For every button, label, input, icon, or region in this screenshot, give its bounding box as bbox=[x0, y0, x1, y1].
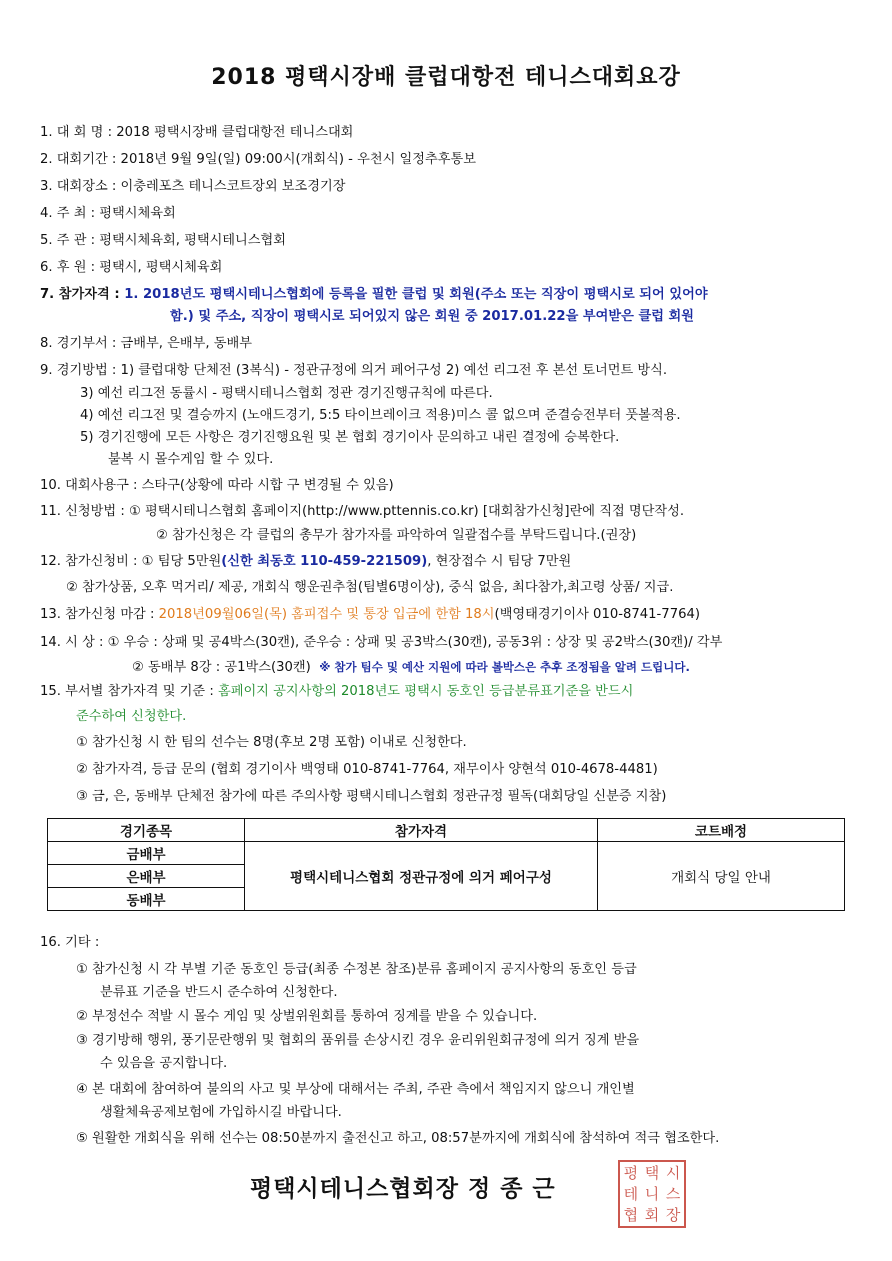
item-6: 6. 후 원 : 평택시, 평택시체육회 bbox=[40, 260, 223, 275]
item-12-account: (신한 최동호 110-459-221509) bbox=[221, 554, 428, 569]
item-12 bbox=[40, 552, 571, 572]
seal-glyph: 니 bbox=[644, 1184, 660, 1203]
item-15-3: ③ 금, 은, 동배부 단체전 참가에 따른 주의사항 평택시테니스협회 정관규정 필독(대회당일 신분증 지참) bbox=[76, 789, 667, 804]
item-9-5: 5) 경기진행에 모든 사항은 경기진행요원 및 본 협회 경기이사 문의하고 내린 결정에 승복한다. bbox=[80, 430, 620, 445]
item-9: 9. 경기방법 : 1) 클럽대항 단체전 (3복식) - 정관규정에 의거 페어구성 2) 예선 리그전 후 본선 토너먼트 방식. bbox=[40, 363, 668, 378]
item-8: 8. 경기부서 : 금배부, 은배부, 동배부 bbox=[40, 336, 252, 351]
item-10: 10. 대회사용구 : 스타구(상황에 따라 시합 구 변경될 수 있음) bbox=[40, 478, 394, 493]
item-9-5b: 불복 시 몰수게임 할 수 있다. bbox=[108, 452, 274, 467]
seal-glyph: 택 bbox=[644, 1163, 660, 1182]
seal-glyph: 협 bbox=[623, 1206, 639, 1225]
item-15 bbox=[40, 682, 633, 702]
item-16: 16. 기타 : bbox=[40, 935, 100, 950]
seal-glyph: 평 bbox=[623, 1163, 639, 1182]
item-13-b: (백영태경기이사 010-8741-7764) bbox=[494, 607, 701, 622]
item-7 bbox=[40, 285, 708, 305]
table-header-qualification: 참가자격 bbox=[245, 819, 598, 842]
table-cell-qualification: 평택시테니스협회 정관규정에 의거 페어구성 bbox=[245, 842, 598, 911]
item-15-2: ② 참가자격, 등급 문의 (협회 경기이사 백영태 010-8741-7764, 재무이사 양현석 010-4678-4481) bbox=[76, 762, 658, 777]
item-13-deadline: 2018년09월06일(목) 홈피접수 및 통장 입금에 한함 18시 bbox=[158, 607, 495, 622]
item-16-2: ② 부정선수 적발 시 몰수 게임 및 상벌위원회를 통하여 징계를 받을 수 있습니다. bbox=[76, 1009, 538, 1024]
item-16-5: ⑤ 원활한 개회식을 위해 선수는 08:50분까지 출전신고 하고, 08:57분까지에 개회식에 참석하여 적극 협조한다. bbox=[76, 1131, 720, 1146]
item-9-4: 4) 예선 리그전 및 결승까지 (노애드경기, 5:5 타이브레이크 적용)미스 콜 없으며 준결승전부터 풋볼적용. bbox=[80, 408, 681, 423]
table-cell-court: 개회식 당일 안내 bbox=[598, 842, 845, 911]
item-14: 14. 시 상 : ① 우승 : 상패 및 공4박스(30캔), 준우승 : 상패 및 공3박스(30캔), 공동3위 : 상장 및 공2박스(30캔)/ 각부 bbox=[40, 635, 723, 650]
item-12-a: 12. 참가신청비 : ① 팀당 5만원 bbox=[40, 554, 222, 569]
seal-glyph: 장 bbox=[665, 1206, 681, 1225]
item-14-note: ※ 참가 팀수 및 예산 지원에 따라 볼박스은 추후 조정됨을 알려 드립니다. bbox=[319, 660, 690, 674]
item-3: 3. 대회장소 : 이충레포츠 테니스코트장외 보조경기장 bbox=[40, 179, 346, 194]
item-2: 2. 대회기간 : 2018년 9월 9일(일) 09:00시(개회식) - 우천시 일정추후통보 bbox=[40, 152, 476, 167]
item-15-green: 홈페이지 공지사항의 2018년도 평택시 동호인 등급분류표기준을 반드시 bbox=[217, 684, 634, 699]
seal-glyph: 스 bbox=[665, 1184, 681, 1203]
page-title: 2018 평택시장배 클럽대항전 테니스대회요강 bbox=[211, 65, 681, 90]
table-cell-division: 은배부 bbox=[48, 865, 245, 888]
item-7-text: 1. 2018년도 평택시테니스협회에 등록을 필한 클럽 및 회원(주소 또는 직장이 평택시로 되어 있어야 bbox=[124, 287, 708, 302]
table-header-division: 경기종목 bbox=[48, 819, 245, 842]
item-13 bbox=[40, 605, 700, 625]
item-16-1a: ① 참가신청 시 각 부별 기준 동호인 등급(최종 수정본 참조)분류 홈페이지 공지사항의 동호인 등급 bbox=[76, 962, 637, 977]
item-12c: ② 참가상품, 오후 먹거리/ 제공, 개회식 행운권추첨(팀별6명이상), 중식 없음, 최다참가,최고령 상품/ 지급. bbox=[66, 580, 674, 595]
item-9-3: 3) 예선 리그전 동률시 - 평택시테니스협회 정관 경기진행규칙에 따른다. bbox=[80, 386, 493, 401]
table-header-court: 코트배정 bbox=[598, 819, 845, 842]
seal-glyph: 시 bbox=[665, 1163, 681, 1182]
item-1: 1. 대 회 명 : 2018 평택시장배 클럽대항전 테니스대회 bbox=[40, 125, 354, 140]
item-14-b: ② 동배부 8강 : 공1박스(30캔) bbox=[132, 660, 311, 675]
item-11: 11. 신청방법 : ① 평택시테니스협회 홈페이지(http://www.pttennis.co.kr) [대회참가신청]란에 직접 명단작성. bbox=[40, 504, 685, 519]
item-15b: 준수하여 신청한다. bbox=[76, 709, 187, 724]
item-4: 4. 주 최 : 평택시체육회 bbox=[40, 206, 176, 221]
item-5: 5. 주 관 : 평택시체육회, 평택시테니스협회 bbox=[40, 233, 287, 248]
item-16-3a: ③ 경기방해 행위, 풍기문란행위 및 협회의 품위를 손상시킨 경우 윤리위원회규정에 의거 징계 받을 bbox=[76, 1033, 640, 1048]
division-table bbox=[47, 818, 845, 911]
official-seal-icon bbox=[618, 1160, 686, 1228]
item-7-label: 7. 참가자격 : bbox=[40, 287, 125, 302]
table-cell-division: 동배부 bbox=[48, 888, 245, 911]
item-16-3b: 수 있음을 공지합니다. bbox=[100, 1056, 228, 1071]
item-15-a: 15. 부서별 참가자격 및 기준 : bbox=[40, 684, 218, 699]
seal-glyph: 회 bbox=[644, 1206, 660, 1225]
item-11b: ② 참가신청은 각 클럽의 총무가 참가자를 파악하여 일괄접수를 부탁드립니다.(권장) bbox=[156, 528, 637, 543]
item-16-1b: 분류표 기준을 반드시 준수하여 신청한다. bbox=[100, 985, 338, 1000]
item-15-1: ① 참가신청 시 한 팀의 선수는 8명(후보 2명 포함) 이내로 신청한다. bbox=[76, 735, 467, 750]
table-cell-division: 금배부 bbox=[48, 842, 245, 865]
item-13-a: 13. 참가신청 마감 : bbox=[40, 607, 159, 622]
item-7-cont: 함.) 및 주소, 직장이 평택시로 되어있지 않은 회원 중 2017.01.22을 부여받은 클럽 회원 bbox=[170, 309, 694, 324]
seal-glyph: 테 bbox=[623, 1184, 639, 1203]
item-16-4b: 생활체육공제보험에 가입하시길 바랍니다. bbox=[100, 1105, 342, 1120]
item-14b bbox=[132, 657, 690, 678]
signature: 평택시테니스협회장 정 종 근 bbox=[250, 1176, 556, 1202]
item-16-4a: ④ 본 대회에 참여하여 불의의 사고 및 부상에 대해서는 주최, 주관 측에서 책임지지 않으니 개인별 bbox=[76, 1082, 635, 1097]
item-12-b: , 현장접수 시 팀당 7만원 bbox=[427, 554, 572, 569]
